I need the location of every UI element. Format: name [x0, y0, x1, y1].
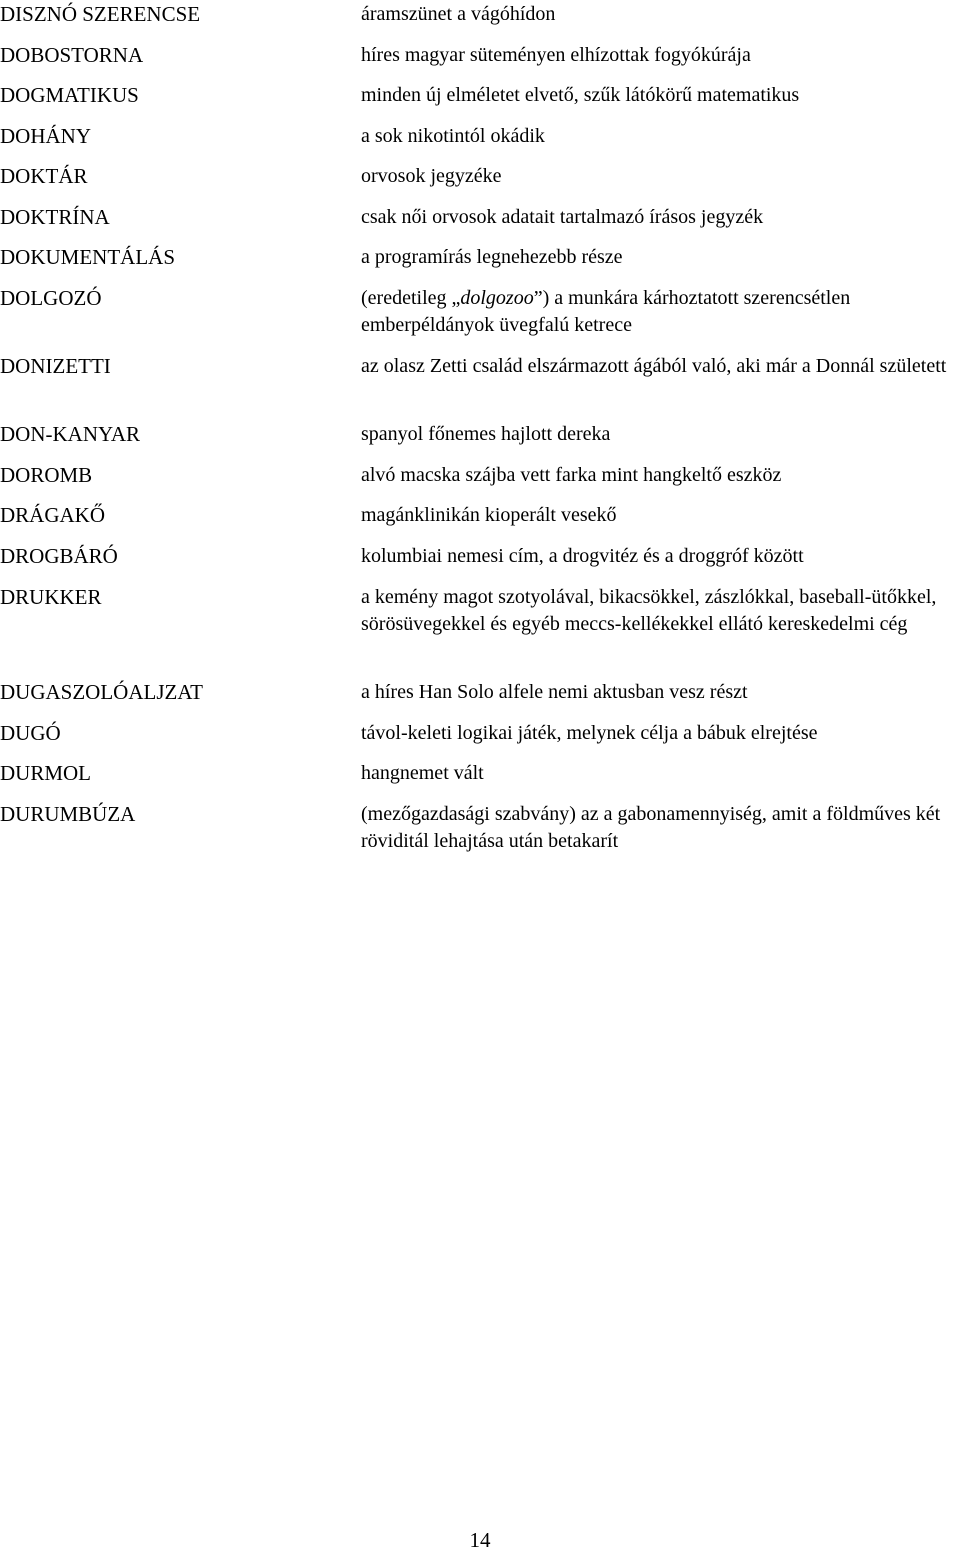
entry-definition: minden új elméletet elvető, szűk látókörű matematikus: [361, 84, 800, 106]
entry-term: DISZNÓ SZERENCSE: [0, 2, 201, 26]
entry-term: DOROMB: [0, 463, 93, 487]
entry-definition: távol-keleti logikai játék, melynek célja a bábuk elrejtése: [361, 722, 818, 744]
entry-definition: orvosok jegyzéke: [361, 165, 502, 187]
entry-term: DOHÁNY: [0, 124, 91, 148]
definition-italic-text: dolgozoo: [460, 287, 534, 309]
page-number: 14: [469, 1528, 491, 1552]
entry-definition: (mezőgazdasági szabvány) az a gabonamennyiség, amit a földműves két röviditál lehajtása után betakarít: [361, 803, 941, 852]
entry-term: DRUKKER: [0, 585, 102, 609]
entry-term: DONIZETTI: [0, 354, 111, 378]
entry-term: DOKTRÍNA: [0, 205, 110, 229]
entry-definition: a híres Han Solo alfele nemi aktusban vesz részt: [361, 681, 748, 703]
entry-definition: az olasz Zetti család elszármazott ágából való, aki már a Donnál született: [361, 355, 947, 377]
entry-term: DOBOSTORNA: [0, 43, 144, 67]
entry-term: DOKTÁR: [0, 164, 88, 188]
entry-term: DOLGOZÓ: [0, 286, 102, 310]
entry-definition: a programírás legnehezebb része: [361, 246, 623, 268]
entry-definition: a kemény magot szotyolával, bikacsökkel, zászlókkal, baseball-ütőkkel, sörösüvegekkel és egyéb meccs-kellékekkel ellátó kereskedelmi cég: [361, 586, 937, 635]
entry-term: DROGBÁRÓ: [0, 544, 118, 568]
entry-term: DOKUMENTÁLÁS: [0, 245, 175, 269]
entry-term: DON-KANYAR: [0, 422, 140, 446]
entry-definition: magánklinikán kioperált vesekő: [361, 504, 617, 526]
definition-text: ”) a munkára kárhoztatott szerencsétlen emberpéldányok üvegfalú ketrece: [361, 287, 851, 336]
entry-definition: a sok nikotintól okádik: [361, 125, 545, 147]
entry-definition: csak női orvosok adatait tartalmazó írásos jegyzék: [361, 206, 764, 228]
entry-term: DOGMATIKUS: [0, 83, 139, 107]
entry-term: DUGÓ: [0, 721, 61, 745]
entry-term: DURMOL: [0, 761, 92, 785]
entry-definition: hangnemet vált: [361, 762, 484, 784]
entry-term: DURUMBÚZA: [0, 802, 136, 826]
entry-definition: kolumbiai nemesi cím, a drogvitéz és a droggróf között: [361, 545, 804, 567]
entry-definition: híres magyar süteményen elhízottak fogyókúrája: [361, 44, 751, 66]
entry-term: DRÁGAKŐ: [0, 503, 105, 527]
entry-definition: [361, 285, 960, 339]
definition-text: (eredetileg „: [361, 287, 461, 309]
entry-definition: spanyol főnemes hajlott dereka: [361, 423, 611, 445]
entry-definition: alvó macska szájba vett farka mint hangkeltő eszköz: [361, 464, 782, 486]
entry-definition: áramszünet a vágóhídon: [361, 3, 556, 25]
entry-term: DUGASZOLÓALJZAT: [0, 680, 203, 704]
